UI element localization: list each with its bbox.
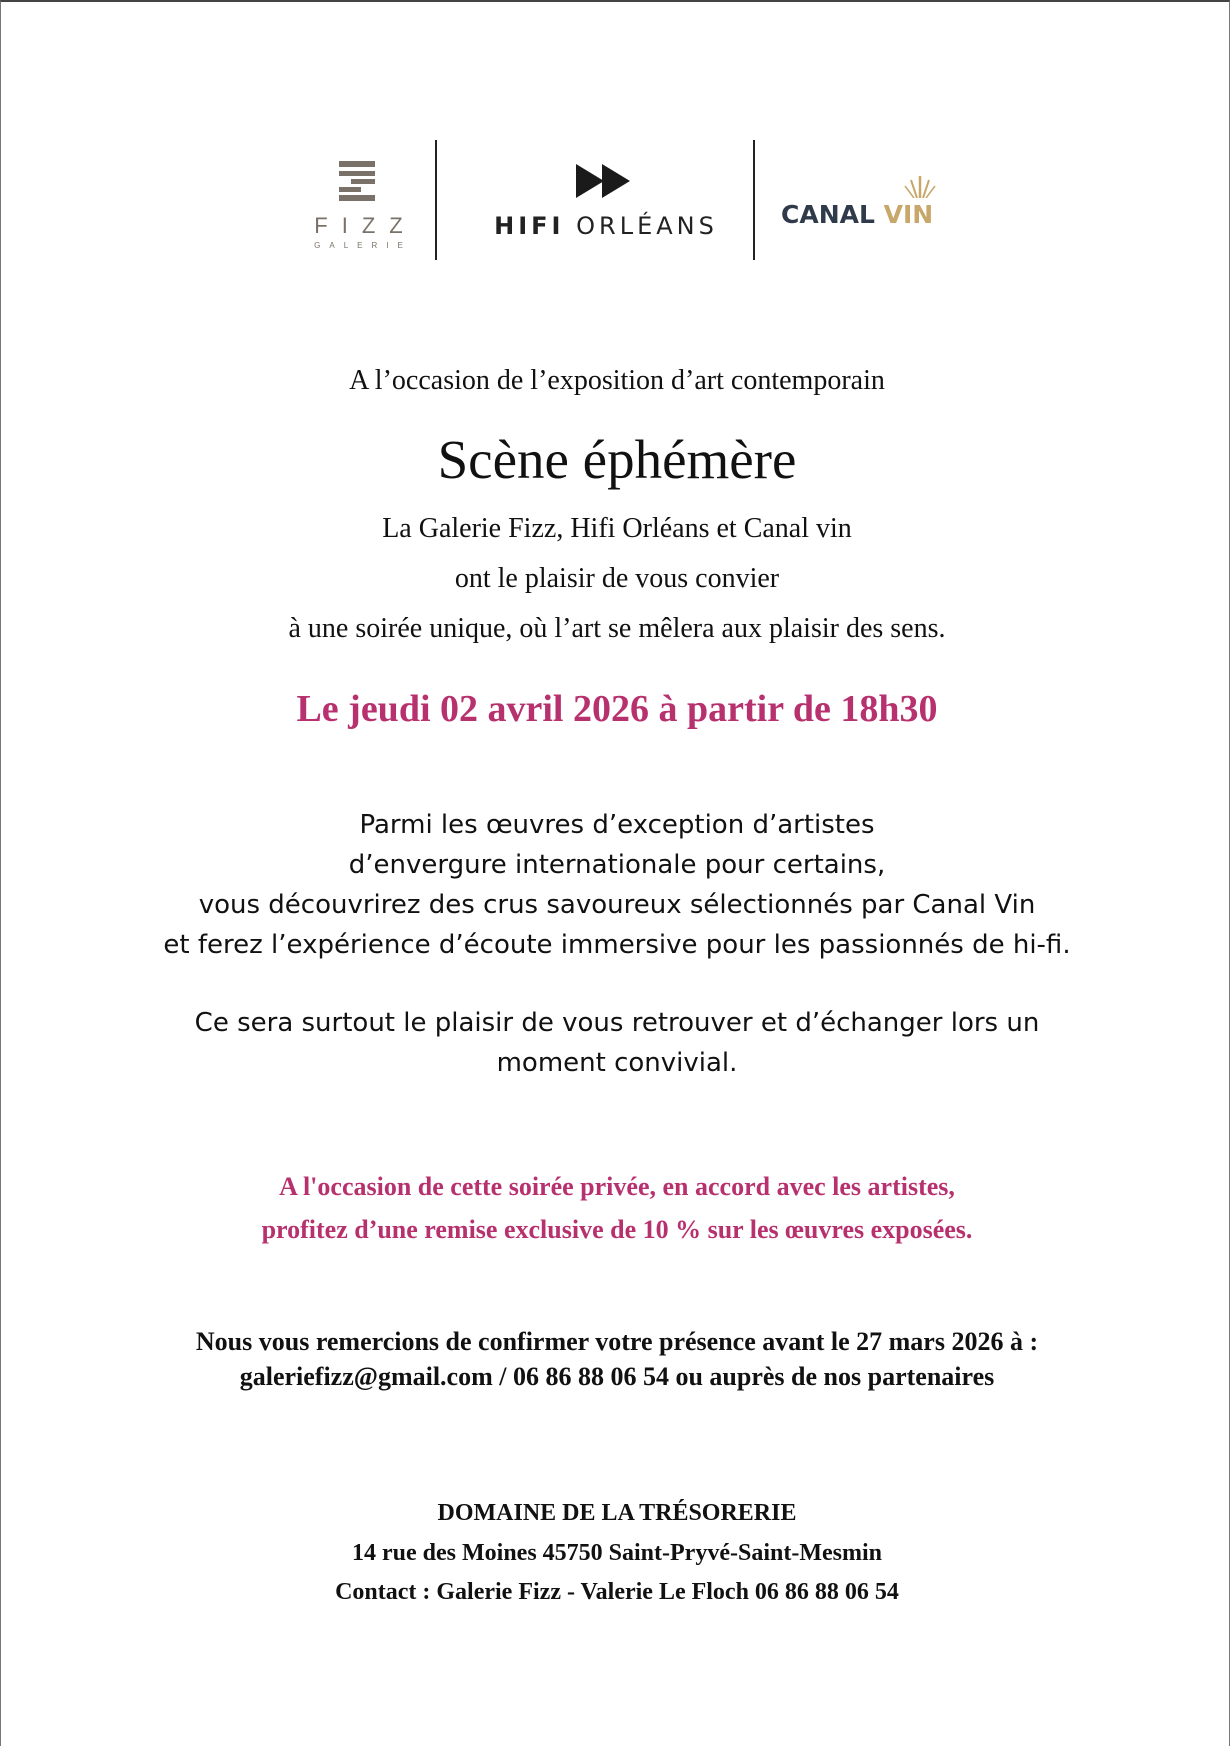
promo-line-2: profitez d’une remise exclusive de 10 % sur les œuvres exposées. xyxy=(261,1215,973,1244)
sparkle-glass-icon xyxy=(903,172,937,198)
venue-contact: Contact : Galerie Fizz - Valerie Le Floch 06 86 88 06 54 xyxy=(335,1579,899,1605)
venue-name: DOMAINE DE LA TRÉSORERIE xyxy=(437,1500,797,1526)
hosts-line-2: ont le plaisir de vous convier xyxy=(454,563,780,594)
hifi-orleans-wordmark xyxy=(481,212,731,240)
intro-line: A l’occasion de l’exposition d’art contemporain xyxy=(349,365,885,396)
canal-text: CANAL xyxy=(781,200,875,229)
vin-text: VIN xyxy=(883,200,934,229)
description-line-4: et ferez l’expérience d’écoute immersive pour les passionnés de hi-fi. xyxy=(163,930,1071,960)
description-line-1: Parmi les œuvres d’exception d’artistes xyxy=(359,810,875,840)
description-line-2: d’envergure internationale pour certains, xyxy=(348,850,886,880)
fast-forward-icon xyxy=(576,164,632,198)
venue-address: 14 rue des Moines 45750 Saint-Pryvé-Saint-Mesmin xyxy=(352,1540,882,1566)
hosts-line-1: La Galerie Fizz, Hifi Orléans et Canal vin xyxy=(382,513,852,544)
event-date: Le jeudi 02 avril 2026 à partir de 18h30 xyxy=(296,688,938,730)
fizz-wordmark: FIZZ xyxy=(314,213,417,238)
promo-line-1: A l'occasion de cette soirée privée, en accord avec les artistes, xyxy=(279,1172,955,1201)
fizz-galerie-logo xyxy=(291,157,426,257)
description-line-3: vous découvrirez des crus savoureux sélectionnés par Canal Vin xyxy=(198,890,1036,920)
event-title: Scène éphémère xyxy=(437,429,797,490)
hifi-orleans-logo xyxy=(481,162,731,242)
hifi-light-text: ORLÉANS xyxy=(576,212,718,240)
fizz-galerie-logo-icon xyxy=(337,161,377,201)
hifi-bold-text: HIFI xyxy=(494,212,565,240)
rsvp-line-2: galeriefizz@gmail.com / 06 86 88 06 54 ou auprès de nos partenaires xyxy=(239,1362,995,1391)
logo-divider xyxy=(435,140,437,260)
fizz-subtitle: GALERIE xyxy=(314,241,412,250)
hosts-line-3: à une soirée unique, où l’art se mêlera aux plaisir des sens. xyxy=(288,613,946,644)
rsvp-line-1: Nous vous remercions de confirmer votre présence avant le 27 mars 2026 à : xyxy=(195,1327,1039,1356)
closing-line-2: moment convivial. xyxy=(496,1048,738,1078)
canal-vin-logo xyxy=(781,172,961,242)
canal-vin-wordmark xyxy=(781,200,961,229)
logo-divider xyxy=(753,140,755,260)
closing-line-1: Ce sera surtout le plaisir de vous retrouver et d’échanger lors un xyxy=(194,1008,1040,1038)
